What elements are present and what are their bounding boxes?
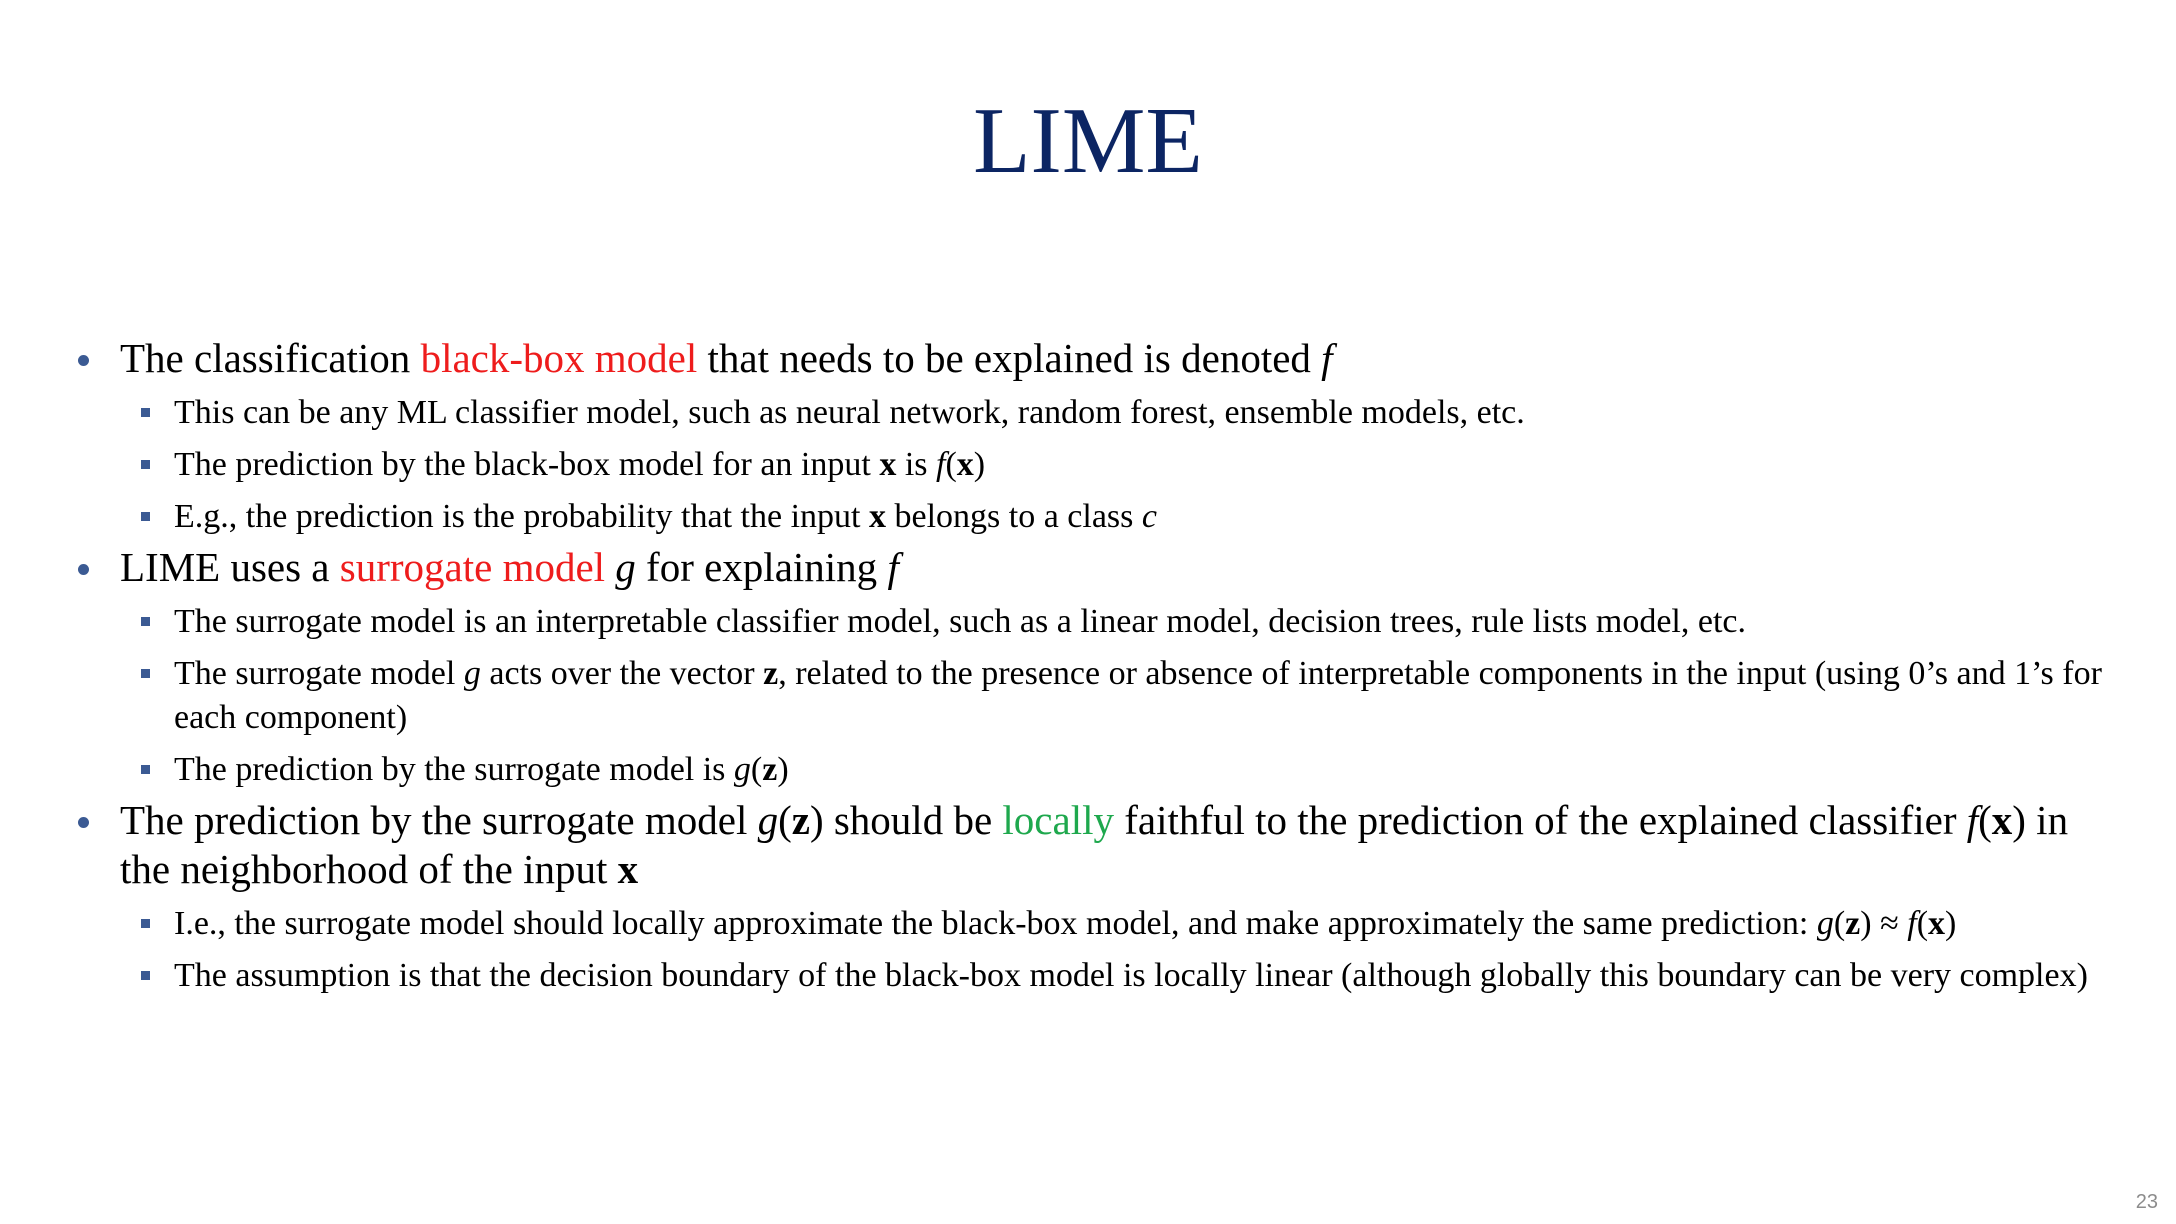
bullet-item: LIME uses a surrogate model g for explaining f: [120, 543, 2128, 592]
sub-bullet-item: The prediction by the black-box model for an input x is f(x): [174, 443, 2128, 487]
page-number: 23: [2135, 1191, 2158, 1213]
square-bullet-icon: [141, 971, 150, 980]
bullet-item: The classification black-box model that needs to be explained is denoted f: [120, 334, 2128, 383]
highlight-locally: locally: [1002, 797, 1114, 843]
square-bullet-icon: [141, 408, 150, 417]
bullet-list: [0, 334, 2176, 998]
square-bullet-icon: [141, 765, 150, 774]
sub-bullet-item: This can be any ML classifier model, such as neural network, random forest, ensemble models, etc.: [174, 391, 2128, 435]
bullet-item: The prediction by the surrogate model g(z) should be locally faithful to the prediction of the explained classifier f(x) in the neighborhood of the input x: [120, 796, 2128, 894]
round-bullet-icon: [78, 564, 89, 575]
square-bullet-icon: [141, 460, 150, 469]
sub-bullet-item: The surrogate model g acts over the vector z, related to the presence or absence of interpretable components in the input (using 0’s and 1’s for each component): [174, 652, 2128, 740]
round-bullet-icon: [78, 817, 89, 828]
sub-bullet-item: The surrogate model is an interpretable classifier model, such as a linear model, decision trees, rule lists model, etc.: [174, 600, 2128, 644]
slide-title: LIME: [973, 89, 1203, 193]
square-bullet-icon: [141, 919, 150, 928]
sub-bullet-item: The prediction by the surrogate model is g(z): [174, 748, 2128, 792]
highlight-surrogate-model: surrogate model: [339, 544, 606, 590]
highlight-black-box-model: black-box model: [420, 335, 698, 381]
sub-bullet-item: I.e., the surrogate model should locally approximate the black-box model, and make approximately the same prediction: g(z) ≈ f(x): [174, 902, 2128, 946]
square-bullet-icon: [141, 617, 150, 626]
square-bullet-icon: [141, 669, 150, 678]
square-bullet-icon: [141, 512, 150, 521]
round-bullet-icon: [78, 355, 89, 366]
sub-bullet-item: The assumption is that the decision boundary of the black-box model is locally linear (although globally this boundary can be very complex): [174, 954, 2128, 998]
sub-bullet-item: E.g., the prediction is the probability that the input x belongs to a class c: [174, 495, 2128, 539]
